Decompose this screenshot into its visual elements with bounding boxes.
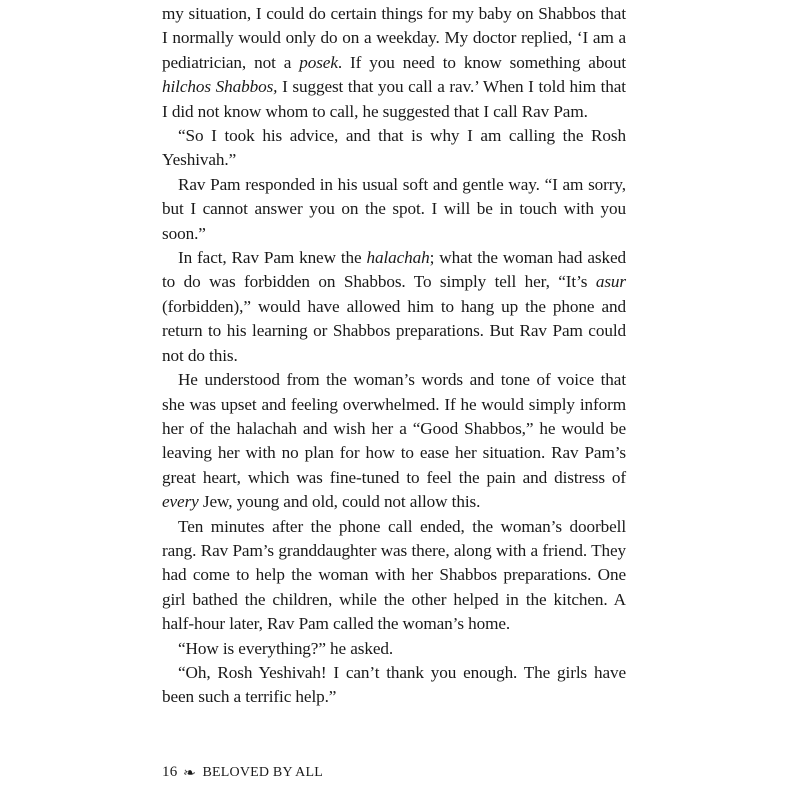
italic-run: halachah <box>366 248 430 268</box>
fleuron-ornament-icon: ❧ <box>183 764 197 780</box>
text-run: “So I took his advice, and that is why I am calling the Rosh Yeshivah.” <box>162 126 626 170</box>
text-run: ; what the woman had asked to do was forbidden on Shabbos. To simply tell her, “It’s <box>162 248 626 292</box>
paragraph <box>162 173 626 246</box>
text-run: “How is everything?” he asked. <box>178 638 394 658</box>
text-run: Rav Pam responded in his usual soft and gentle way. “I am sorry, but I cannot answer you on the spot. I will be in touch with you soon.” <box>162 174 626 243</box>
paragraph <box>162 368 626 514</box>
text-run: He understood from the woman’s words and tone of voice that she was upset and feeling overwhelmed. If he would simply inform her of the halachah and wish her a “Good Shabbos,” he would be leaving her with no plan for how to ease her situation. Rav Pam’s great heart, which was fine-tuned to feel the pain and distress of <box>162 370 626 487</box>
paragraph <box>162 637 626 661</box>
paragraph <box>162 661 626 710</box>
paragraph <box>162 246 626 368</box>
text-run: my situation, I could do certain things for my baby on Shabbos that I normally would only do on a weekday. My doctor replied, ‘I am a pediatrician, not a <box>162 4 626 72</box>
page-number: 16 <box>162 764 178 780</box>
paragraph <box>162 515 626 637</box>
italic-run: every <box>162 492 199 512</box>
paragraph <box>162 2 626 124</box>
book-page-body <box>162 2 626 710</box>
text-run: . If you need to know something about <box>337 52 626 72</box>
text-run: Ten minutes after the phone call ended, the woman’s doorbell rang. Rav Pam’s granddaughter was there, along with a friend. They had come to help the woman with her Shabbos preparations. One girl bathed the children, while the other helped in the kitchen. A half-hour later, Rav Pam called the woman’s home. <box>162 516 626 634</box>
running-title: BELOVED BY ALL <box>202 764 323 780</box>
text-run: “Oh, Rosh Yeshivah! I can’t thank you enough. The girls have been such a terrific help.” <box>162 662 626 707</box>
italic-run: asur <box>595 272 626 292</box>
text-run: (forbidden),” would have allowed him to hang up the phone and return to his learning or Shabbos preparations. But Rav Pam could not do this. <box>162 296 626 365</box>
paragraph <box>162 124 626 173</box>
running-footer <box>162 764 323 781</box>
italic-run: posek <box>299 52 338 72</box>
text-run: In fact, Rav Pam knew the <box>178 248 367 268</box>
text-run: Jew, young and old, could not allow this. <box>198 492 481 512</box>
italic-run: hilchos Shabbos, <box>162 77 278 97</box>
text-run: I suggest that you call a rav.’ When I told him that I did not know whom to call, he suggested that I call Rav Pam. <box>162 77 626 121</box>
